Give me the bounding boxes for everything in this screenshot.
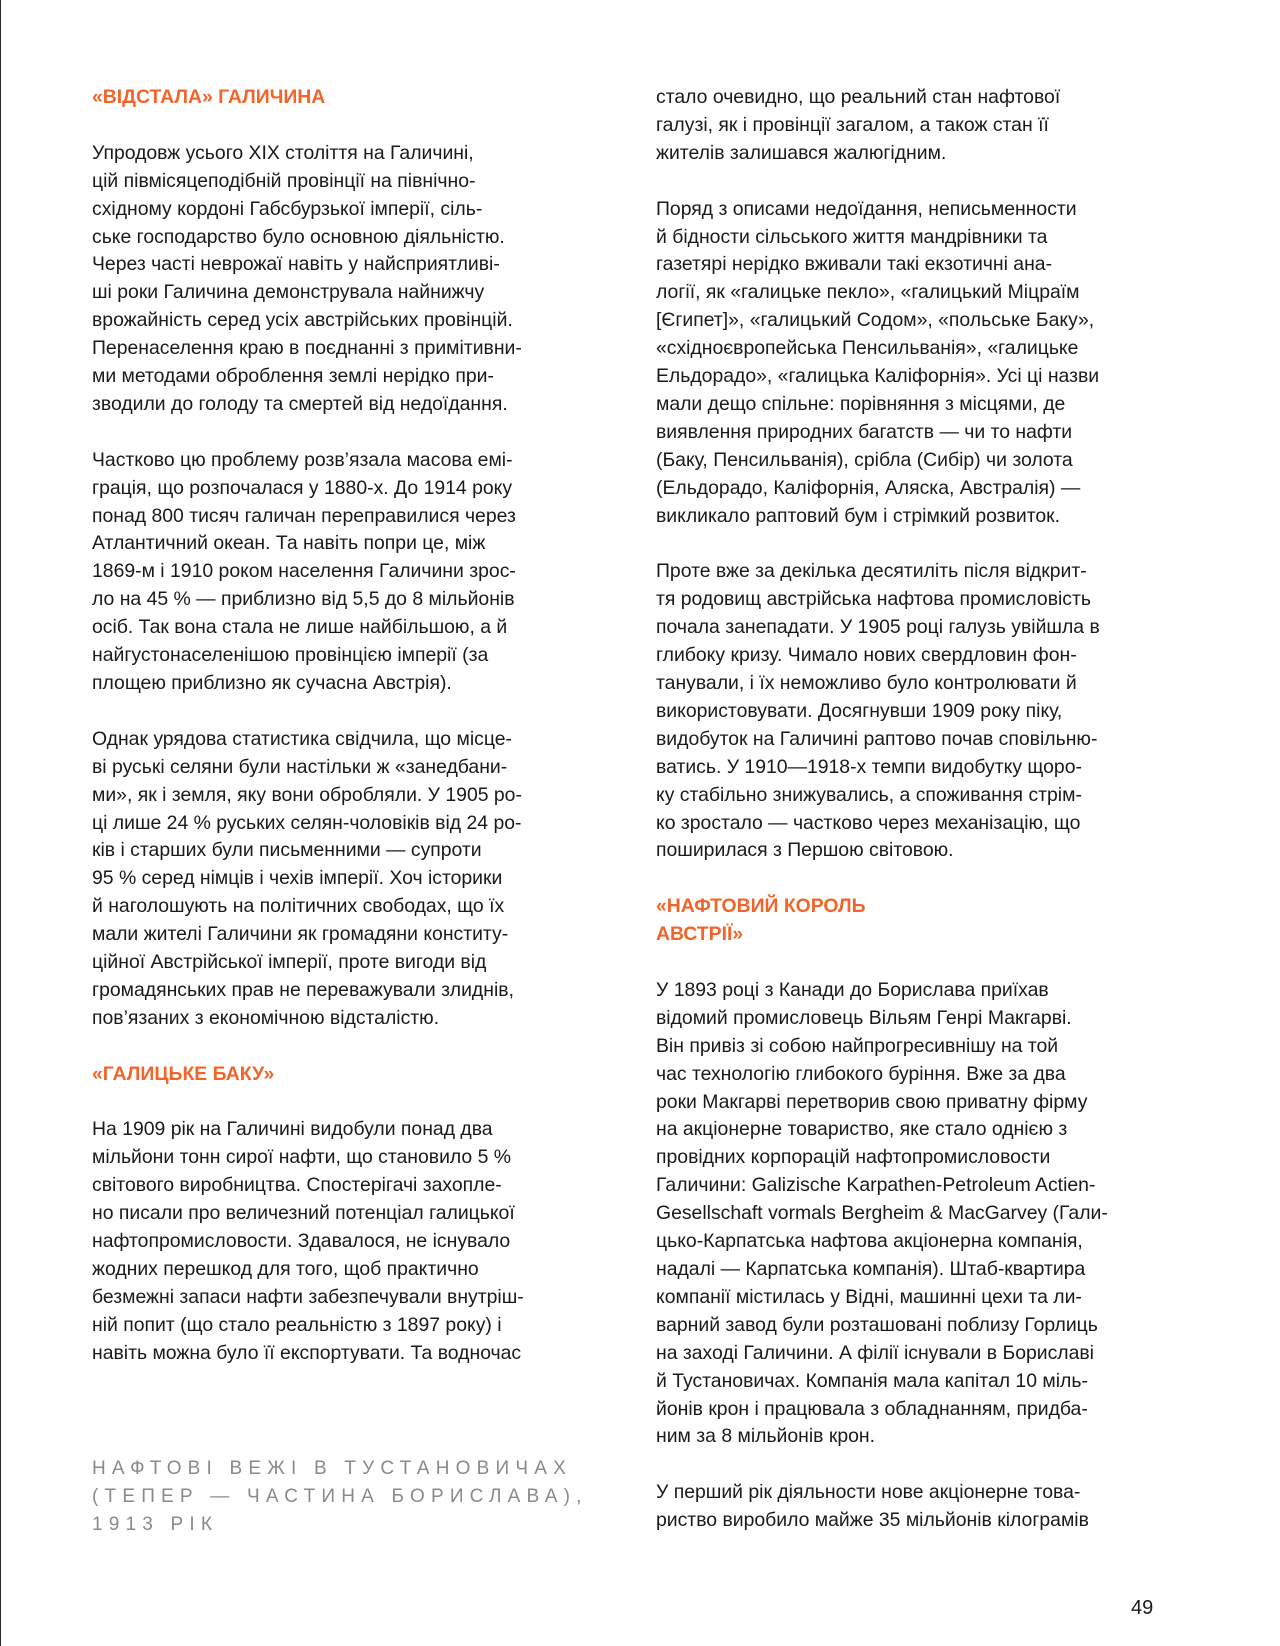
paragraph: Проте вже за декілька десятиліть після відкрит- тя родовищ австрійська нафтова промисловість почала занепадати. У 1905 році галузь увійшла в глибоку кризу. Чимало нових свердловин фон- танували, і їх неможливо було контролювати й використовувати. Досягнувши 1909 року піку, видобуток на Галичині раптово почав сповільню- ватись. У 1910—1918-х темпи видобутку щоро- ку стабільно знижувались, а споживання стрім- ко зростало — частково через механізацію, що поширилася з Першою світовою. [656,560,1100,862]
paragraph: На 1909 рік на Галичині видобули понад два мільйони тонн сирої нафти, що становило 5 % світового виробництва. Спостерігачі захопле- но писали про величезний потенціал галицької нафтопромисловости. Здавалося, не існувало жодних перешкод для того, щоб практично безмежні запаси нафти забезпечували внутріш- ній попит (що стало реальністю з 1897 року) і навіть можна було її експортувати. Та водночас [92,1118,524,1364]
page-number: 49 [1131,1597,1154,1619]
paragraph: У перший рік діяльности нове акціонерне това- риство виробило майже 35 мільйонів кілограмів [656,1481,1089,1532]
paragraph: Упродовж усього XIX століття на Галичині, цій півмісяцеподібній провінції на північно- східному кордоні Габсбурзької імперії, сіль- ське господарство було основною діяльністю. Через часті неврожаї навіть у найсприятливі- ші роки Галичина демонструвала найнижчу врожайність серед усіх австрійських провінцій. Перенаселення краю в поєднанні з примітивни- ми методами оброблення землі нерідко при- зводили до голоду та смертей від недоїдання. [92,141,522,415]
paragraph: Поряд з описами недоїдання, неписьменности й бідности сільського життя мандрівники та газетярі нерідко вживали такі екзотичні ана- логії, як «галицьке пекло», «галицький Міцраїм [Єгипет]», «галицький Содом», «польське Баку», «східноєвропейська Пенсильванія», «галицьке Ельдорадо», «галицька Каліфорнія». Усі ці назви мали дещо спільне: порівняння з місцями, де виявлення природних багатств — чи то нафти (Баку, Пенсильванія), срібла (Сибір) чи золота (Ельдорадо, Каліфорнія, Аляска, Австралія) — викликало раптовий бум і стрімкий розвиток. [656,197,1100,527]
paragraph: Однак урядова статистика свідчила, що місце- ві руські селяни були настільки ж «занедбани- ми», як і земля, яку вони обробляли. У 1905 ро- ці лише 24 % руських селян-чоловіків від 24 ро- ків і старших були письменними — супроти 95 % серед німців і чехів імперії. Хоч історики й наголошують на політичних свободах, що їх мали жителі Галичини як громадяни конститу- ційної Австрійської імперії, проте вигоди від громадянських прав не переважували злиднів, пов’язаних з економічною відсталістю. [92,727,522,1029]
section-heading-halytske-baku: «ГАЛИЦЬКЕ БАКУ» [92,1062,275,1085]
photo-caption: НАФТОВІ ВЕЖІ В ТУСТАНОВИЧАХ (ТЕПЕР — ЧАСТИНА БОРИСЛАВА), 1913 РІК [92,1458,588,1535]
section-heading-naftovyi-korol: «НАФТОВИЙ КОРОЛЬ АВСТРІЇ» [656,895,866,946]
left-column [92,84,582,1396]
paragraph: Частково цю проблему розв’язала масова емі- грація, що розпочалася у 1880-х. До 1914 року понад 800 тисяч галичан переправилися через Атлантичний океан. Та навіть попри це, між 1869-м і 1910 роком населення Галичини зрос- ло на 45 % — приблизно від 5,5 до 8 мільйонів осіб. Так вона стала не лише найбільшою, а й найгустонаселенішою провінцією імперії (за площею приблизно як сучасна Австрія). [92,448,516,694]
paragraph: стало очевидно, що реальний стан нафтової галузі, як і провінції загалом, а також стан її жителів залишався жалюгідним. [656,86,1061,164]
right-column [656,84,1161,1563]
section-heading-vidstala-halychyna: «ВІДСТАЛА» ГАЛИЧИНА [92,86,326,108]
paragraph: У 1893 році з Канади до Борислава приїхав відомий промисловець Вільям Генрі Макгарві. Він привіз зі собою найпрогресивнішу на той час технологію глибокого буріння. Вже за два роки Макгарві перетворив свою приватну фірму на акціонерне товариство, яке стало однією з провідних корпорацій нафтопромисловости Галичини: Galizische Karpathen-Petroleum Actien- Gesellschaft vormals Bergheim & MacGarvey (Гали- цько-Карпатська нафтова акціонерна компанія, надалі — Карпатська компанія). Штаб-квартира компанії містилась у Відні, машинні цехи та ли- варний завод були розташовані поблизу Горлиць на заході Галичини. А філії існували в Бориславі й Тустановичах. Компанія мала капітал 10 міль- йонів крон і працювала з обладнанням, придба- ним за 8 мільйонів крон. [656,978,1108,1448]
